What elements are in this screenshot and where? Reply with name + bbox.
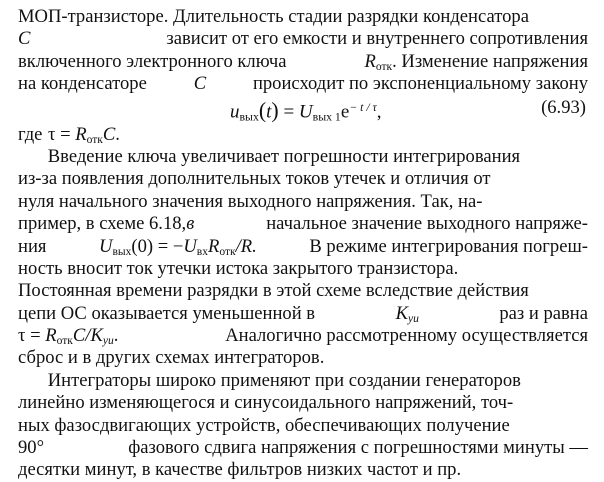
inline-formula: $U_{вых}(0) = -U_{вх}R_{отк}/R$. xyxy=(99,235,257,258)
paragraph-text: цепи ОС оказывается уменьшенной в xyxy=(18,302,316,324)
paragraph-text: десятки минут, в качестве фильтров низких частот и пр. xyxy=(18,459,462,481)
text-line xyxy=(18,347,588,369)
paragraph-text: на конденсаторе xyxy=(18,73,147,95)
symbol-k: $K_{уи}$ xyxy=(395,302,419,325)
paragraph-text: Постоянная времени разрядки в этой схеме вследствие действия xyxy=(18,280,529,302)
text-line xyxy=(18,392,588,414)
paragraph-text: раз и равна xyxy=(499,302,588,324)
paragraph-text: Интеграторы широко применяют при создании генераторов xyxy=(47,369,521,391)
text-line xyxy=(18,236,588,258)
symbol-r-otk: $R_{отк}$. Изменение напряжения xyxy=(364,50,588,73)
text-line xyxy=(18,51,588,73)
paragraph-text: фазового сдвига напряжения с погрешностями минуты — xyxy=(128,437,588,459)
paragraph-text: В режиме интегрирования погреш- xyxy=(309,235,588,257)
paragraph-text: сброс и в других схемах интеграторов. xyxy=(18,347,325,369)
text-line xyxy=(18,73,588,95)
paragraph-text: ния xyxy=(18,235,47,257)
paragraph-text: линейно изменяющегося и синусоидального напряжений, точ- xyxy=(18,392,514,414)
text-line xyxy=(18,370,588,392)
where-prefix: где xyxy=(18,123,43,145)
paragraph-text: ных фазосдвигающих устройств, обеспечивающих получение xyxy=(18,414,510,436)
paragraph-text: Введение ключа увеличивает погрешности интегрирования xyxy=(47,145,521,167)
text-line xyxy=(18,415,588,437)
text-line xyxy=(18,28,588,50)
text-line xyxy=(18,280,588,302)
text-line xyxy=(18,213,588,235)
paragraph-text: пример, в схеме 6.18,в xyxy=(18,213,195,235)
text-line xyxy=(18,258,588,280)
text-line xyxy=(18,191,588,213)
paragraph-text: ность вносит ток утечки истока закрытого транзистора. xyxy=(18,257,459,279)
inline-formula: $\tau = R_{отк}C/K_{уи}$. xyxy=(18,325,119,347)
equation: $u_{вых}(t) = U_{вых 1}e^{- t / \tau}$, xyxy=(230,98,382,123)
text-line xyxy=(18,146,588,168)
paragraph-text: МОП-транзисторе. Длительность стадии разрядки конденсатора xyxy=(18,6,529,27)
text-line xyxy=(18,459,588,481)
where-formula: $\tau = R_{отк}C$. xyxy=(48,123,120,146)
text-line xyxy=(18,6,588,28)
paragraph-text: начальное значение выходного напряже- xyxy=(266,213,588,235)
text-line xyxy=(18,168,588,190)
text-line xyxy=(18,325,588,347)
symbol-c: C xyxy=(18,28,31,50)
text-line xyxy=(18,437,588,459)
text-line xyxy=(18,303,588,325)
paragraph-text: зависит от его емкости и внутреннего сопротивления xyxy=(166,28,588,50)
equation-row xyxy=(18,97,588,123)
paragraph-text: происходит по экспоненциальному закону xyxy=(252,73,588,95)
paragraph-text: Аналогично рассмотренному осуществляется xyxy=(225,325,588,347)
paragraph-text: из-за появления дополнительных токов утечек и отличия от xyxy=(18,168,491,190)
symbol-c: C xyxy=(193,73,207,95)
paragraph-text: включенного электронного ключа xyxy=(18,50,287,72)
equation-number: (6.93) xyxy=(541,96,586,118)
angle-value: 90° xyxy=(18,437,45,459)
paragraph-text: нуля начального значения выходного напряжения. Так, на- xyxy=(18,190,483,212)
